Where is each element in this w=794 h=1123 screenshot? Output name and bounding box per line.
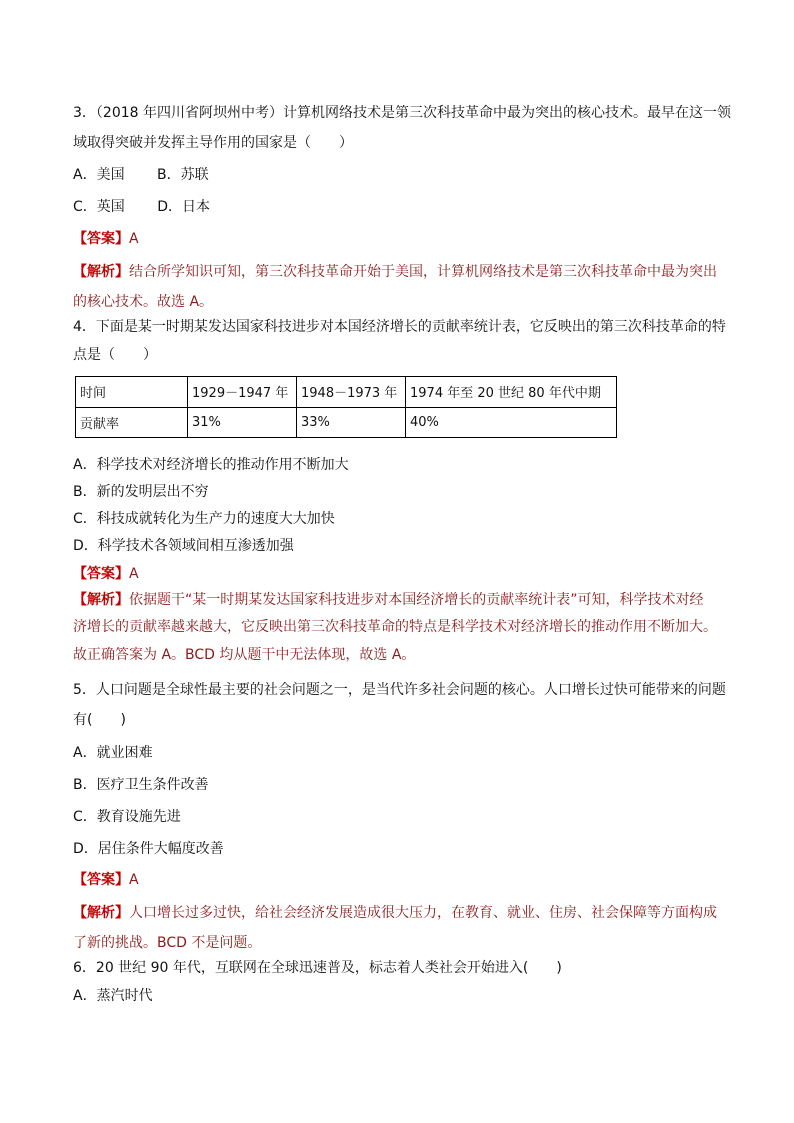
table-row bbox=[76, 407, 617, 438]
table-cell: 1948－1973 年 bbox=[297, 377, 406, 408]
analysis-label: 【解析】 bbox=[73, 264, 129, 280]
table-cell: 贡献率 bbox=[76, 407, 188, 438]
analysis-text: 结合所学知识可知，第三次科技革命开始于美国，计算机网络技术是第三次科技革命中最为突出 bbox=[129, 264, 717, 280]
q4-option-c: C．科技成就转化为生产力的速度大大加快 bbox=[73, 511, 335, 527]
q4-option-a: A．科学技术对经济增长的推动作用不断加大 bbox=[73, 457, 349, 473]
table-cell: 时间 bbox=[76, 377, 188, 408]
table-cell: 33% bbox=[297, 407, 406, 438]
answer-value: A bbox=[129, 872, 139, 888]
q3-analysis-line-1 bbox=[73, 263, 717, 281]
q3-options-row-2: C．英国 D．日本 bbox=[73, 199, 211, 215]
table-cell: 1929－1947 年 bbox=[188, 377, 297, 408]
q4-option-b: B．新的发明层出不穷 bbox=[73, 484, 209, 500]
q3-analysis-line-2: 的核心技术。故选 A。 bbox=[73, 294, 214, 310]
q3-answer bbox=[73, 230, 139, 248]
analysis-text: 人口增长过多过快，给社会经济发展造成很大压力，在教育、就业、住房、社会保障等方面构成 bbox=[129, 905, 717, 921]
q4-stem-line-2: 点是（ ） bbox=[73, 347, 157, 363]
table-cell: 31% bbox=[188, 407, 297, 438]
answer-value: A bbox=[129, 566, 139, 582]
q4-option-d: D．科学技术各领域间相互渗透加强 bbox=[73, 538, 294, 554]
q4-analysis-line-2: 济增长的贡献率越来越大，它反映出第三次科技革命的特点是科学技术对经济增长的推动作用不断加大。 bbox=[73, 619, 717, 635]
q5-option-a: A．就业困难 bbox=[73, 745, 153, 761]
analysis-text: 依据题干“某一时期某发达国家科技进步对本国经济增长的贡献率统计表”可知，科学技术对经 bbox=[129, 592, 704, 608]
q5-option-d: D．居住条件大幅度改善 bbox=[73, 841, 224, 857]
q5-analysis-line-2: 了新的挑战。BCD 不是问题。 bbox=[73, 935, 262, 951]
analysis-label: 【解析】 bbox=[73, 905, 129, 921]
contribution-rate-table bbox=[75, 376, 617, 438]
answer-label: 【答案】 bbox=[73, 566, 129, 582]
q3-options-row-1: A．美国 B．苏联 bbox=[73, 167, 209, 183]
answer-value: A bbox=[129, 231, 139, 247]
answer-label: 【答案】 bbox=[73, 231, 129, 247]
q5-analysis-line-1 bbox=[73, 904, 717, 922]
q5-option-b: B．医疗卫生条件改善 bbox=[73, 777, 209, 793]
q5-answer bbox=[73, 871, 139, 889]
q4-stem-line-1: 4．下面是某一时期某发达国家科技进步对本国经济增长的贡献率统计表，它反映出的第三次科技革命的特 bbox=[73, 319, 726, 335]
q5-stem-line-1: 5．人口问题是全球性最主要的社会问题之一，是当代许多社会问题的核心。人口增长过快可能带来的问题 bbox=[73, 682, 726, 698]
table-header-row bbox=[76, 377, 617, 408]
q5-stem-line-2: 有( ) bbox=[73, 712, 126, 728]
q3-stem-line-1: 3．（2018 年四川省阿坝州中考）计算机网络技术是第三次科技革命中最为突出的核心技术。最早在这一领 bbox=[73, 105, 731, 121]
q3-stem-line-2: 域取得突破并发挥主导作用的国家是（ ） bbox=[73, 135, 353, 151]
q4-analysis-line-1 bbox=[73, 591, 704, 609]
table-cell: 1974 年至 20 世纪 80 年代中期 bbox=[406, 377, 617, 408]
q6-stem-line-1: 6．20 世纪 90 年代，互联网在全球迅速普及，标志着人类社会开始进入( ) bbox=[73, 960, 562, 976]
answer-label: 【答案】 bbox=[73, 872, 129, 888]
q4-answer bbox=[73, 565, 139, 583]
q6-option-a: A．蒸汽时代 bbox=[73, 988, 153, 1004]
q4-analysis-line-3: 故正确答案为 A。BCD 均从题干中无法体现，故选 A。 bbox=[73, 647, 416, 663]
q5-option-c: C．教育设施先进 bbox=[73, 809, 181, 825]
table-cell: 40% bbox=[406, 407, 617, 438]
analysis-label: 【解析】 bbox=[73, 592, 129, 608]
